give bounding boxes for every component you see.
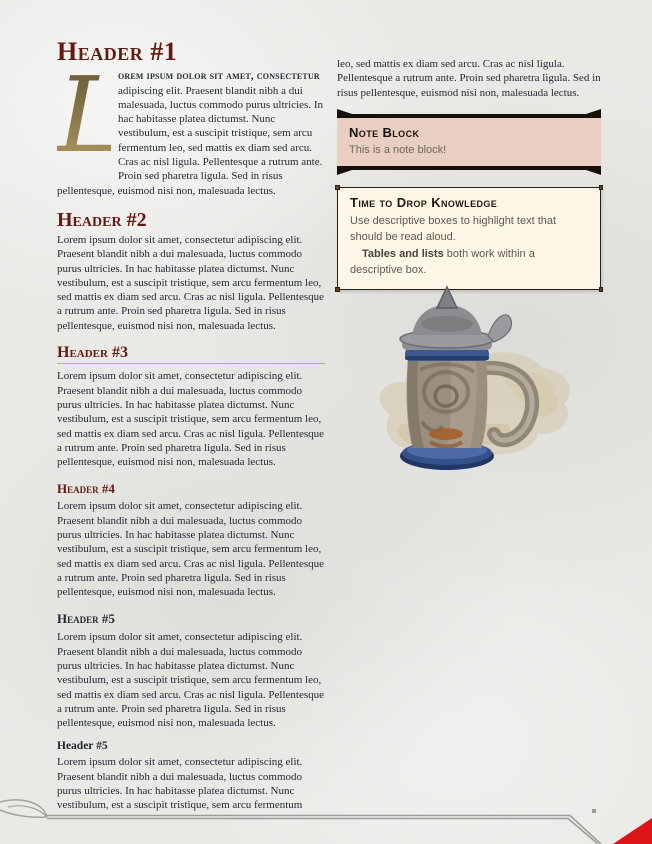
- descriptive-box-line2: [350, 247, 588, 279]
- lead-rest-text: adipiscing elit. Praesent blandit nibh a dui malesuada, luctus commodo purus ultricies. In hac habitasse platea dictumst. Nunc vestibulum, est a suscipit tristique, sem arcu fermentum leo, sed mattis ex diam sed arcu. Cras ac nisl ligula. Pellentesque a rutrum ante. Proin sed pharetra ligula. Sed in risus pellentesque, euismod nisi non, malesuada lectus.: [57, 84, 323, 197]
- note-block-title: Note Block: [349, 124, 420, 140]
- box-corner-dot-icon: [599, 185, 604, 190]
- red-corner-triangle-icon: [613, 818, 652, 844]
- paragraph: Lorem ipsum dolor sit amet, consectetur adipiscing elit. Praesent blandit nibh a dui malesuada, luctus commodo purus ultricies. In hac habitasse platea dictumst. Nunc vestibulum, est a suscipit tristique, sem arcu fermentum leo, sed mattis ex diam sed arcu. Cras ac nisl ligula. Pellentesque a rutrum ante. Proin sed pharetra ligula. Sed in risus pellentesque, euismod nisi non, malesuada lectus.: [57, 631, 324, 730]
- header-2: Header #2: [57, 208, 147, 231]
- note-corner-triangle-icon: [337, 170, 352, 175]
- note-corner-triangle-icon: [586, 109, 601, 114]
- descriptive-box-line1: Use descriptive boxes to highlight text that should be read aloud.: [350, 214, 557, 243]
- lead-paragraph: [57, 54, 325, 198]
- paragraph: leo, sed mattis ex diam sed arcu. Cras ac nisl ligula. Pellentesque a rutrum ante. Proin sed pharetra ligula. Sed in risus pellentesque, euismod nisi non, malesuada lectus.: [337, 58, 601, 99]
- stein-top-blue-edge: [405, 356, 489, 360]
- beer-stein-image: [350, 284, 602, 480]
- header-5: Header #5: [57, 611, 115, 627]
- descriptive-box-rest-text: both work within a descriptive box.: [350, 247, 535, 276]
- lead-smallcaps-text: orem ipsum dolor sit amet, consectetur: [118, 70, 320, 83]
- dropcap-letter: L: [57, 54, 127, 177]
- stein-thumb-lift: [488, 315, 512, 342]
- paragraph: Lorem ipsum dolor sit amet, consectetur adipiscing elit. Praesent blandit nibh a dui malesuada, luctus commodo purus ultricies. In hac habitasse platea dictumst. Nunc vestibulum, est a suscipit tristique, sem arcu fermentum leo, sed mattis ex diam sed arcu. Cras ac nisl ligula. Pellentesque a rutrum ante. Proin sed pharetra ligula. Sed in risus pellentesque, euismod nisi non, malesuada lectus.: [57, 500, 324, 599]
- footer-rule-top: [47, 816, 601, 844]
- note-block-body: This is a note block!: [349, 143, 447, 156]
- footer-rule-bottom: [47, 819, 598, 844]
- footer-rule-graphic: [0, 798, 652, 844]
- header-3: Header #3: [57, 344, 325, 364]
- paragraph: Lorem ipsum dolor sit amet, consectetur adipiscing elit. Praesent blandit nibh a dui malesuada, luctus commodo purus ultricies. In hac habitasse platea dictumst. Nunc vestibulum, est a suscipit tristique, sem arcu fermentum leo, sed mattis ex diam sed arcu. Cras ac nisl ligula. Pellentesque a rutrum ante. Proin sed pharetra ligula. Sed in risus pellentesque, euismod nisi non, malesuada lectus.: [57, 370, 324, 469]
- header-4: Header #4: [57, 480, 115, 496]
- paragraph-truncated: Lorem ipsum dolor sit amet, consectetur adipiscing elit. Praesent blandit nibh a dui malesuada, luctus commodo purus ultricies. In hac habitasse platea dictumst. Nunc vestibulum, est a suscipit tristique, sem arcu fermentum: [57, 756, 303, 812]
- box-corner-dot-icon: [335, 185, 340, 190]
- box-corner-dot-icon: [335, 287, 340, 292]
- relief-orange-band: [429, 428, 463, 440]
- descriptive-box-title: Time to Drop Knowledge: [350, 195, 498, 211]
- stein-finial: [437, 287, 457, 308]
- descriptive-box: [337, 187, 601, 290]
- page-footer-ornament: [0, 798, 652, 844]
- leaf-flourish-icon: [0, 800, 47, 817]
- note-block: [337, 114, 601, 170]
- stein-illustration: [350, 284, 602, 480]
- note-corner-triangle-icon: [586, 170, 601, 175]
- descriptive-box-bold-text: Tables and lists: [362, 247, 444, 260]
- header-5-bold: Header #5: [57, 740, 108, 753]
- stein-lid-ring: [421, 316, 473, 332]
- left-column: [57, 38, 325, 815]
- right-column: [337, 57, 601, 290]
- footer-dot-icon: [592, 809, 596, 813]
- header-1: Header #1: [57, 37, 178, 66]
- note-corner-triangle-icon: [337, 109, 352, 114]
- paragraph: Lorem ipsum dolor sit amet, consectetur adipiscing elit. Praesent blandit nibh a dui malesuada, luctus commodo purus ultricies. In hac habitasse platea dictumst. Nunc vestibulum, est a suscipit tristique, sem arcu fermentum leo, sed mattis ex diam sed arcu. Cras ac nisl ligula. Pellentesque a rutrum ante. Proin sed pharetra ligula. Sed in risus pellentesque, euismod nisi non, malesuada lectus.: [57, 233, 324, 332]
